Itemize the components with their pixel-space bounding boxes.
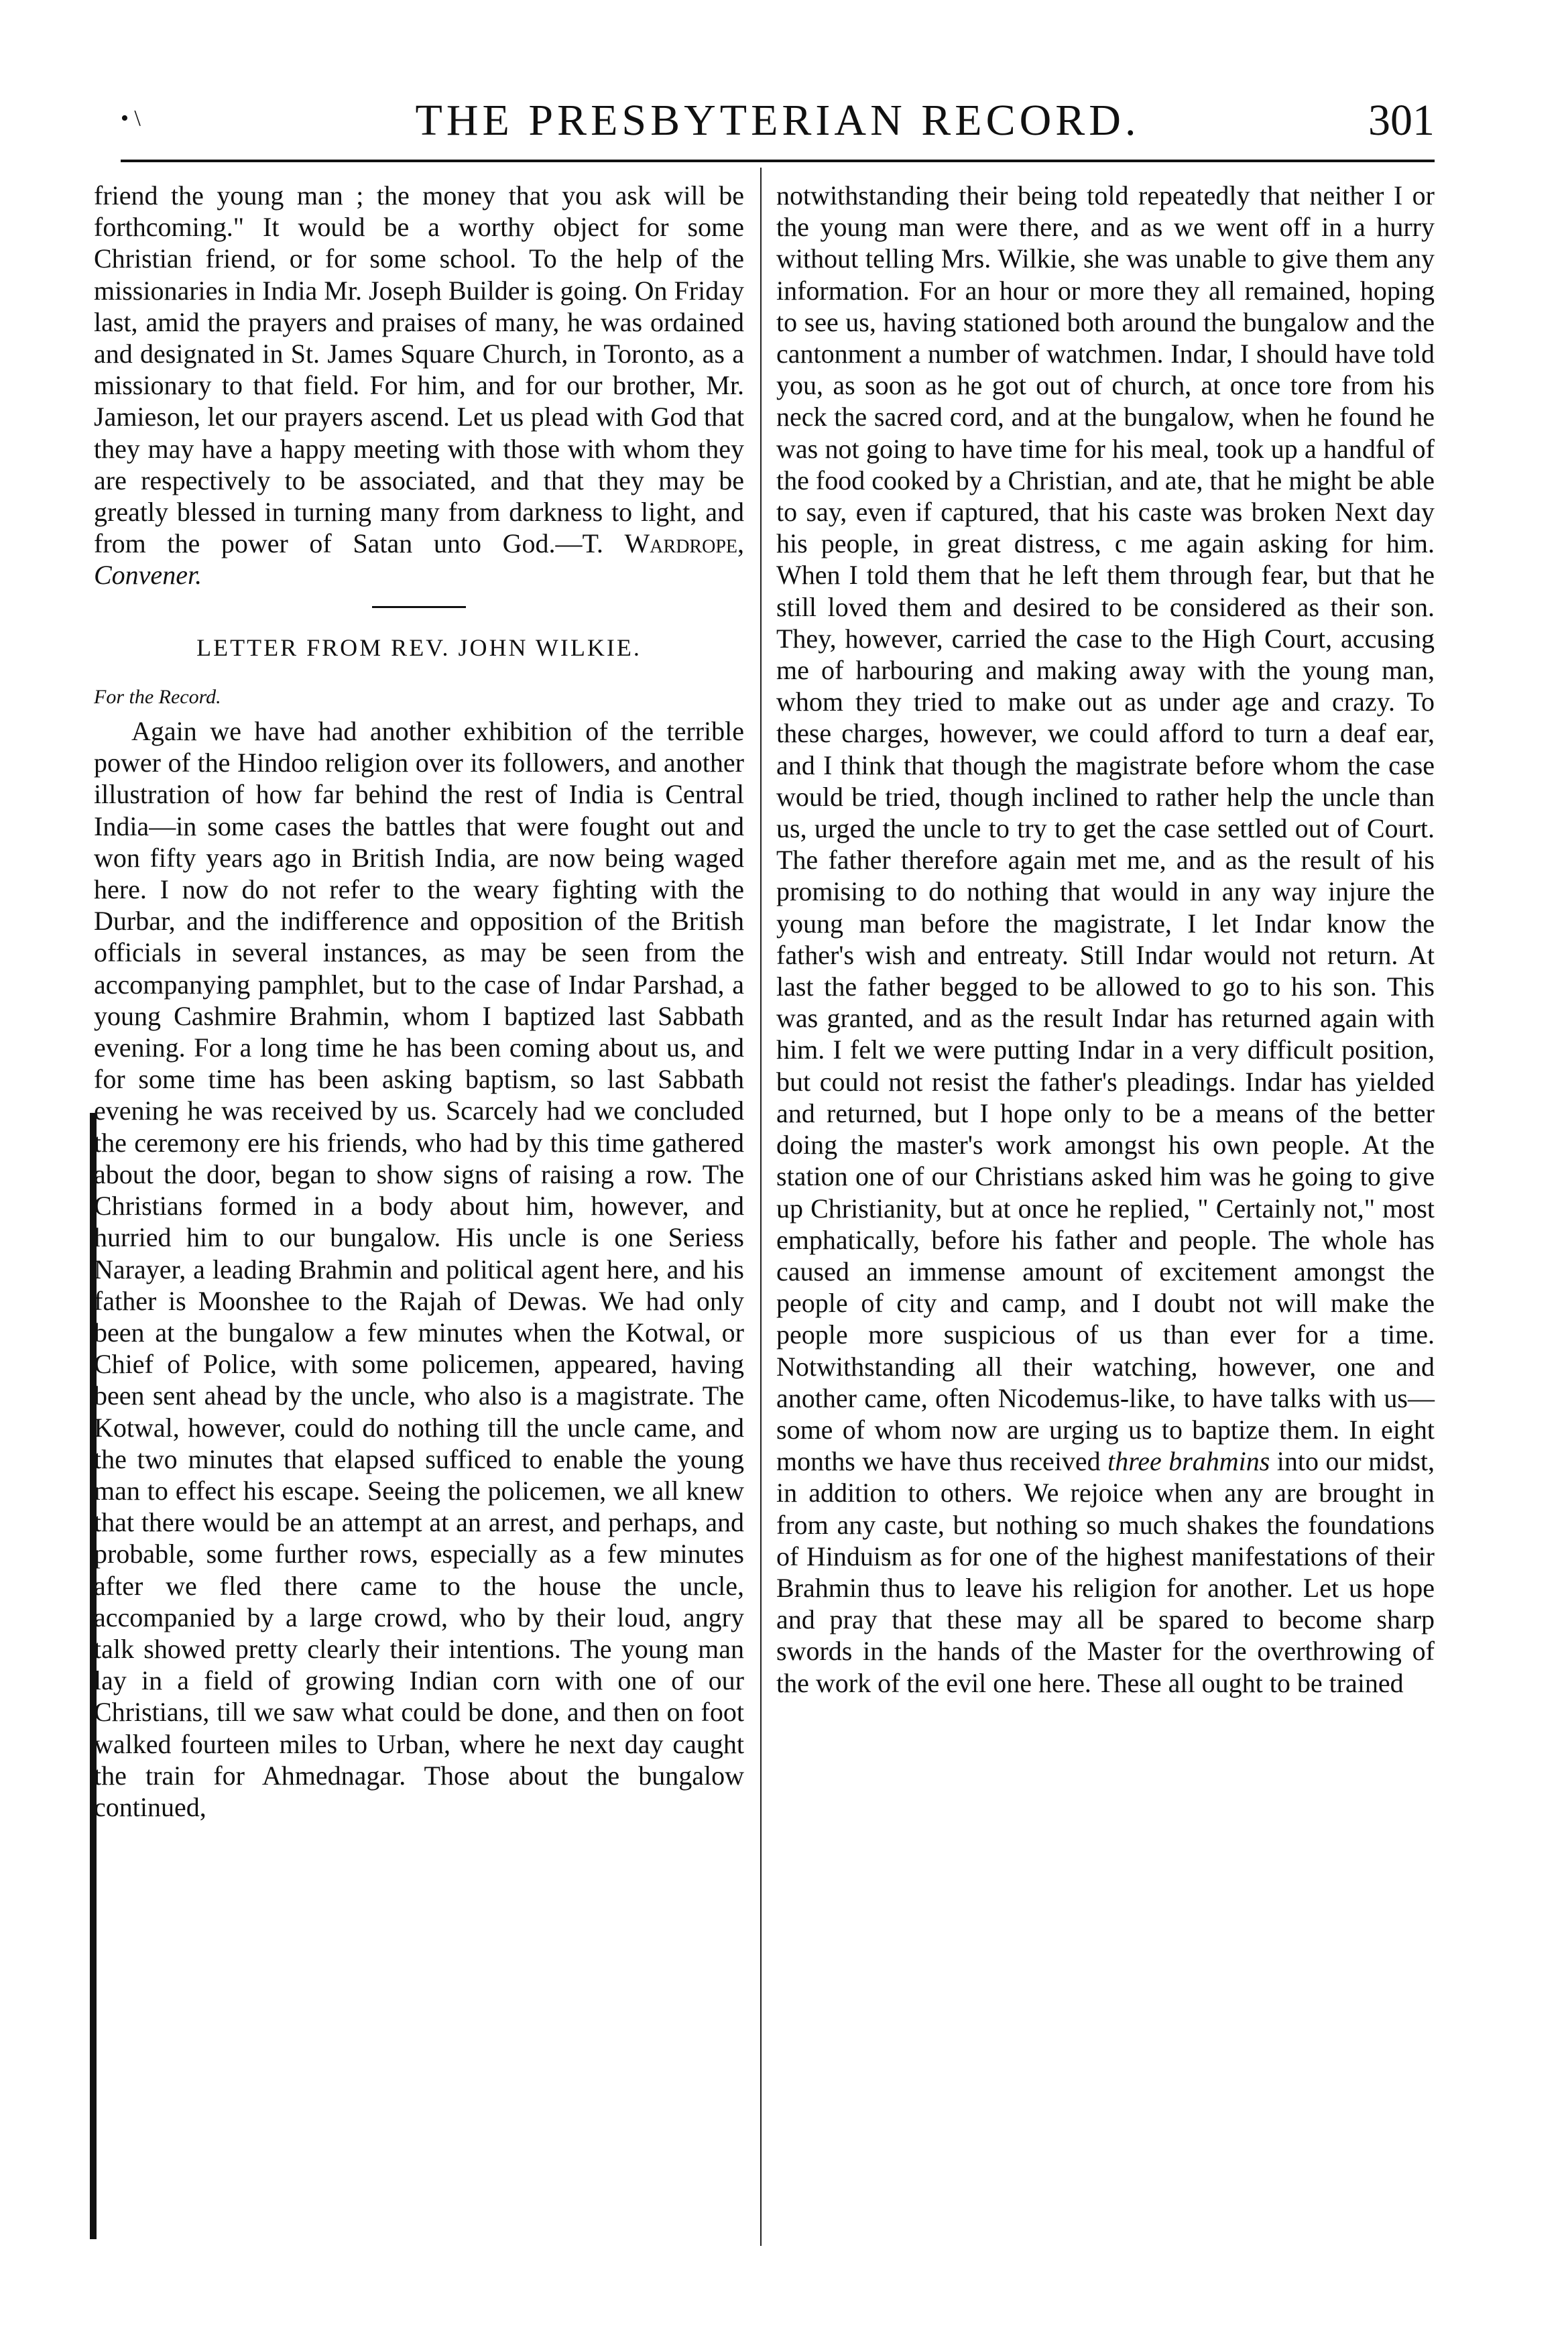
intro-text: friend the young man ; the money that you ask will be forthcoming." It would be a worthy object for some Christian friend, or for some school. To the help of the missionaries in India Mr. Joseph Builder is going. On Friday last, amid the prayers and praises of many, he was ordained and designated in St. James Square Church, in Toronto, as a missionary to that field. For him, and for our brother, Mr. Jamieson, let our prayers ascend. Let us plead with God that they may have a happy meeting with those with whom they are respectively to be associated, and that they may be greatly blessed in turning many from darkness to light, and from the power of Satan unto God.—T.: [94, 180, 744, 559]
continuation-text-2: into our midst, in addition to others. We rejoice when any are brought in from any caste, but nothing so much shakes the foundations of Hinduism as for one of the highest manifestations of their Brahmin thus to leave his religion for another. Let us hope and pray that these may all be spared to become sharp swords in the hands of the Master for the overthrowing of the work of the evil one here. These all ought to be trained: [776, 1446, 1435, 1698]
publication-title: THE PRESBYTERIAN RECORD.: [415, 96, 1140, 145]
signature-name: Wardrope,: [624, 528, 744, 559]
page-number: 301: [1368, 96, 1435, 145]
header-mark: • \: [121, 106, 141, 131]
section-divider: [372, 606, 466, 608]
left-column: [94, 180, 744, 1823]
right-column: [776, 180, 1435, 1699]
source-line: For the Record.: [94, 685, 221, 708]
signature-role: Convener.: [94, 560, 202, 591]
header-rule: [121, 160, 1435, 162]
letter-title: LETTER FROM REV. JOHN WILKIE.: [196, 634, 642, 661]
continuation-text-1: notwithstanding their being told repeatedly that neither I or the young man were there, and as we went off in a hurry without telling Mrs. Wilkie, she was unable to give them any information. For an hour or more they all remained, hoping to see us, having stationed both around the bungalow and the cantonment a number of watchmen. Indar, I should have told you, as soon as he got out of church, at once tore from his neck the sacred cord, and at the bungalow, when he found he was not going to have time for his meal, took up a handful of the food cooked by a Christian, and ate, that he might be able to say, even if captured, that his caste was broken Next day his people, in great distress, c me again asking for him. When I told them that he left them through fear, but that he still loved them and desired to be considered as their son. They, however, carried the case to the High Court, accusing me of harbouring and making away with the young man, whom they tried to make out as under age and crazy. To these charges, however, we could afford to turn a deaf ear, and I think that though the magistrate before whom the case would be tried, though inclined to rather help the uncle than us, urged the uncle to try to get the case settled out of Court. The father therefore again met me, and as the result of his promising to do nothing that would in any way injure the young man before the magistrate, I let Indar know the father's wish and entreaty. Still Indar would not return. At last the father begged to be allowed to go to his son. This was granted, and as the result Indar has returned again with him. I felt we were putting Indar in a very difficult position, but could not resist the father's pleadings. Indar has yielded and returned, but I hope only to be a means of the better doing the master's work amongst his own people. At the station one of our Christians asked him was he going to give up Christianity, but at once he replied, " Certainly not," most emphatically, before his father and people. The whole has caused an immense amount of excitement amongst the people of city and camp, and I doubt not will make the people more suspicious of us than ever for a time. Notwithstanding all their watching, however, one and another came, often Nicodemus-like, to have talks with us—some of whom now are urging us to baptize them. In eight months we have thus received: [776, 180, 1435, 1477]
letter-body: Again we have had another exhibition of the terrible power of the Hindoo religion over its followers, and another illustration of how far behind the rest of India is Central India—in some cases the battles that were fought out and won fifty years ago in British India, are now being waged here. I now do not refer to the weary fighting with the Durbar, and the indifference and opposition of the British officials in several instances, as may be seen from the accompanying pamphlet, but to the case of Indar Parshad, a young Cashmire Brahmin, whom I baptized last Sabbath evening. For a long time he has been coming about us, and for some time has been asking baptism, so last Sabbath evening he was received by us. Scarcely had we concluded the ceremony ere his friends, who had by this time gathered about the door, began to show signs of raising a row. The Christians formed in a body about him, however, and hurried him to our bungalow. His uncle is one Seriess Narayer, a leading Brahmin and political agent here, and his father is Moonshee to the Rajah of Dewas. We had only been at the bungalow a few minutes when the Kotwal, or Chief of Police, with some policemen, appeared, having been sent ahead by the uncle, who also is a magistrate. The Kotwal, however, could do nothing till the uncle came, and the two minutes that elapsed sufficed to enable the young man to effect his escape. Seeing the policemen, we all knew that there would be an attempt at an arrest, and perhaps, and probable, some further rows, especially as a few minutes after we fled there came to the house the uncle, accompanied by a large crowd, who by their loud, angry talk showed pretty clearly their intentions. The young man lay in a field of growing Indian corn with one of our Christians, till we saw what could be done, and then on foot walked fourteen miles to Urban, where he next day caught the train for Ahmednagar. Those about the bungalow continued,: [94, 716, 744, 1822]
letter-continuation: [776, 180, 1435, 1699]
column-divider: [760, 168, 762, 2246]
intro-paragraph: [94, 180, 744, 591]
page-header: [121, 93, 1435, 147]
emphasis-text: three brahmins: [1107, 1446, 1270, 1477]
